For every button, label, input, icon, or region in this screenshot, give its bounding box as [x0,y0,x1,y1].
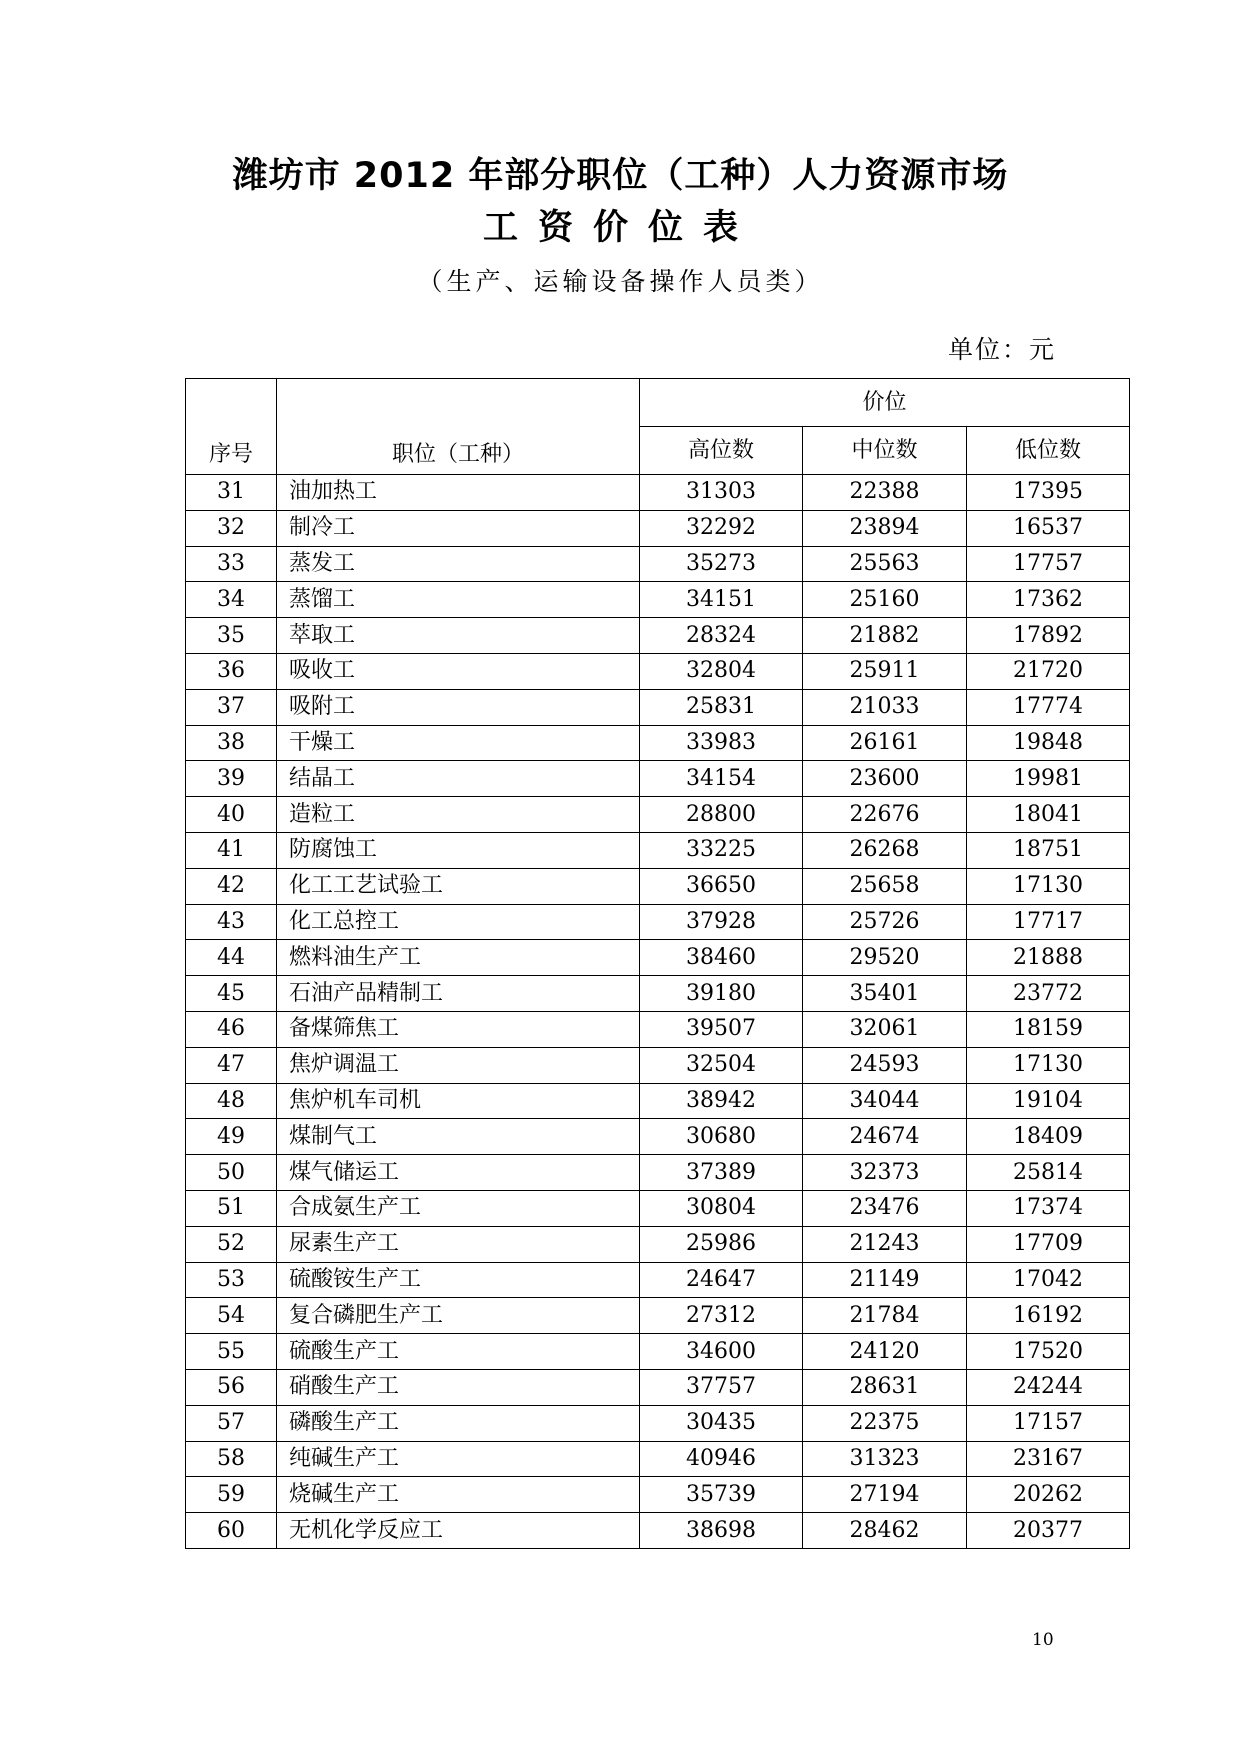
cell-high: 27312 [640,1298,803,1334]
cell-seq: 43 [186,904,277,940]
cell-seq: 57 [186,1405,277,1441]
cell-seq: 33 [186,546,277,582]
table-row [186,976,1130,1012]
table-row [186,1011,1130,1047]
cell-mid: 22375 [803,1405,967,1441]
cell-seq: 31 [186,475,277,511]
table-row [186,689,1130,725]
page-subtitle: （生产、运输设备操作人员类） [417,267,824,296]
cell-high: 37928 [640,904,803,940]
cell-job: 焦炉机车司机 [277,1083,640,1119]
cell-low: 17130 [967,868,1130,904]
cell-mid: 28631 [803,1369,967,1405]
cell-job: 硝酸生产工 [277,1369,640,1405]
cell-low: 17774 [967,689,1130,725]
cell-job: 备煤筛焦工 [277,1011,640,1047]
table-row [186,1441,1130,1477]
table-row [186,1477,1130,1513]
table-row [186,546,1130,582]
cell-mid: 25160 [803,582,967,618]
cell-mid: 27194 [803,1477,967,1513]
header-high: 高位数 [640,427,803,475]
cell-job: 燃料油生产工 [277,940,640,976]
cell-low: 17892 [967,618,1130,654]
cell-job: 磷酸生产工 [277,1405,640,1441]
table-row [186,1083,1130,1119]
cell-seq: 55 [186,1334,277,1370]
cell-low: 17374 [967,1190,1130,1226]
cell-low: 18409 [967,1119,1130,1155]
cell-low: 16192 [967,1298,1130,1334]
cell-job: 蒸馏工 [277,582,640,618]
cell-mid: 23476 [803,1190,967,1226]
cell-job: 化工总控工 [277,904,640,940]
table-row [186,1226,1130,1262]
cell-low: 17042 [967,1262,1130,1298]
header-price-group: 价位 [640,379,1130,427]
cell-job: 油加热工 [277,475,640,511]
cell-job: 合成氨生产工 [277,1190,640,1226]
cell-high: 33225 [640,832,803,868]
cell-low: 17520 [967,1334,1130,1370]
header-low: 低位数 [967,427,1130,475]
table-row [186,1047,1130,1083]
cell-job: 蒸发工 [277,546,640,582]
cell-high: 30680 [640,1119,803,1155]
cell-job: 结晶工 [277,761,640,797]
cell-high: 35273 [640,546,803,582]
cell-seq: 53 [186,1262,277,1298]
cell-high: 32804 [640,653,803,689]
cell-seq: 44 [186,940,277,976]
cell-low: 17709 [967,1226,1130,1262]
page-number: 10 [1032,1630,1054,1650]
table-row [186,797,1130,833]
cell-high: 39507 [640,1011,803,1047]
cell-high: 33983 [640,725,803,761]
cell-seq: 36 [186,653,277,689]
cell-low: 17362 [967,582,1130,618]
table-row [186,725,1130,761]
cell-low: 17757 [967,546,1130,582]
header-seq: 序号 [186,379,277,475]
table-header-row [186,379,1130,427]
cell-seq: 46 [186,1011,277,1047]
cell-seq: 41 [186,832,277,868]
cell-high: 25831 [640,689,803,725]
cell-high: 37389 [640,1155,803,1191]
table-row [186,618,1130,654]
cell-job: 硫酸铵生产工 [277,1262,640,1298]
cell-job: 焦炉调温工 [277,1047,640,1083]
cell-high: 30435 [640,1405,803,1441]
cell-mid: 26268 [803,832,967,868]
cell-low: 20377 [967,1513,1130,1549]
cell-seq: 42 [186,868,277,904]
table-row [186,1190,1130,1226]
cell-low: 18159 [967,1011,1130,1047]
cell-job: 吸附工 [277,689,640,725]
cell-low: 18041 [967,797,1130,833]
cell-high: 28324 [640,618,803,654]
table-row [186,1369,1130,1405]
table-row [186,904,1130,940]
cell-mid: 32061 [803,1011,967,1047]
cell-high: 38460 [640,940,803,976]
cell-seq: 34 [186,582,277,618]
cell-low: 23167 [967,1441,1130,1477]
cell-seq: 56 [186,1369,277,1405]
cell-seq: 51 [186,1190,277,1226]
cell-job: 防腐蚀工 [277,832,640,868]
cell-mid: 34044 [803,1083,967,1119]
cell-seq: 39 [186,761,277,797]
cell-high: 28800 [640,797,803,833]
table-row [186,868,1130,904]
cell-job: 烧碱生产工 [277,1477,640,1513]
cell-low: 24244 [967,1369,1130,1405]
cell-mid: 21243 [803,1226,967,1262]
wage-table [185,378,1130,1549]
cell-high: 39180 [640,976,803,1012]
cell-job: 干燥工 [277,725,640,761]
table-row [186,475,1130,511]
cell-mid: 23894 [803,510,967,546]
cell-low: 16537 [967,510,1130,546]
table-row [186,1405,1130,1441]
cell-job: 煤制气工 [277,1119,640,1155]
table-row [186,582,1130,618]
cell-mid: 32373 [803,1155,967,1191]
cell-seq: 40 [186,797,277,833]
cell-low: 23772 [967,976,1130,1012]
cell-high: 31303 [640,475,803,511]
table-row [186,510,1130,546]
table-row [186,1262,1130,1298]
cell-mid: 23600 [803,761,967,797]
cell-mid: 24120 [803,1334,967,1370]
cell-high: 34151 [640,582,803,618]
cell-job: 无机化学反应工 [277,1513,640,1549]
cell-mid: 22676 [803,797,967,833]
cell-low: 19848 [967,725,1130,761]
cell-mid: 21784 [803,1298,967,1334]
cell-high: 32504 [640,1047,803,1083]
cell-job: 纯碱生产工 [277,1441,640,1477]
cell-low: 21720 [967,653,1130,689]
table-row [186,1298,1130,1334]
unit-label: 单位：元 [948,335,1057,364]
cell-low: 21888 [967,940,1130,976]
cell-mid: 21033 [803,689,967,725]
table-row [186,653,1130,689]
header-job: 职位（工种） [277,379,640,475]
cell-low: 20262 [967,1477,1130,1513]
cell-job: 制冷工 [277,510,640,546]
cell-seq: 45 [186,976,277,1012]
cell-mid: 24674 [803,1119,967,1155]
cell-high: 32292 [640,510,803,546]
cell-low: 17395 [967,475,1130,511]
cell-seq: 35 [186,618,277,654]
table-row [186,832,1130,868]
page-title-line2: 工资价位表 [482,208,758,248]
cell-low: 18751 [967,832,1130,868]
cell-high: 34154 [640,761,803,797]
cell-mid: 22388 [803,475,967,511]
cell-low: 17717 [967,904,1130,940]
cell-seq: 59 [186,1477,277,1513]
cell-high: 37757 [640,1369,803,1405]
cell-job: 尿素生产工 [277,1226,640,1262]
cell-job: 化工工艺试验工 [277,868,640,904]
cell-high: 38942 [640,1083,803,1119]
cell-seq: 58 [186,1441,277,1477]
header-mid: 中位数 [803,427,967,475]
cell-low: 17157 [967,1405,1130,1441]
cell-mid: 28462 [803,1513,967,1549]
cell-high: 34600 [640,1334,803,1370]
cell-high: 36650 [640,868,803,904]
table-row [186,940,1130,976]
cell-mid: 25911 [803,653,967,689]
cell-seq: 49 [186,1119,277,1155]
page-title: 潍坊市 2012 年部分职位（工种）人力资源市场 [232,156,1009,196]
cell-seq: 54 [186,1298,277,1334]
cell-seq: 37 [186,689,277,725]
table-row [186,1155,1130,1191]
cell-seq: 52 [186,1226,277,1262]
cell-high: 30804 [640,1190,803,1226]
cell-job: 萃取工 [277,618,640,654]
cell-mid: 24593 [803,1047,967,1083]
cell-high: 24647 [640,1262,803,1298]
cell-mid: 21882 [803,618,967,654]
cell-high: 38698 [640,1513,803,1549]
table-row [186,1119,1130,1155]
table-row [186,1334,1130,1370]
cell-mid: 35401 [803,976,967,1012]
cell-mid: 21149 [803,1262,967,1298]
table-row [186,1513,1130,1549]
cell-seq: 32 [186,510,277,546]
cell-job: 硫酸生产工 [277,1334,640,1370]
cell-low: 19981 [967,761,1130,797]
cell-job: 煤气储运工 [277,1155,640,1191]
cell-seq: 48 [186,1083,277,1119]
cell-seq: 50 [186,1155,277,1191]
cell-job: 石油产品精制工 [277,976,640,1012]
cell-low: 25814 [967,1155,1130,1191]
cell-mid: 29520 [803,940,967,976]
cell-mid: 25658 [803,868,967,904]
cell-high: 40946 [640,1441,803,1477]
cell-mid: 31323 [803,1441,967,1477]
cell-seq: 47 [186,1047,277,1083]
cell-job: 吸收工 [277,653,640,689]
cell-job: 造粒工 [277,797,640,833]
table-row [186,761,1130,797]
cell-mid: 25726 [803,904,967,940]
cell-high: 35739 [640,1477,803,1513]
cell-high: 25986 [640,1226,803,1262]
cell-low: 19104 [967,1083,1130,1119]
cell-low: 17130 [967,1047,1130,1083]
cell-mid: 26161 [803,725,967,761]
cell-mid: 25563 [803,546,967,582]
cell-seq: 60 [186,1513,277,1549]
cell-job: 复合磷肥生产工 [277,1298,640,1334]
cell-seq: 38 [186,725,277,761]
